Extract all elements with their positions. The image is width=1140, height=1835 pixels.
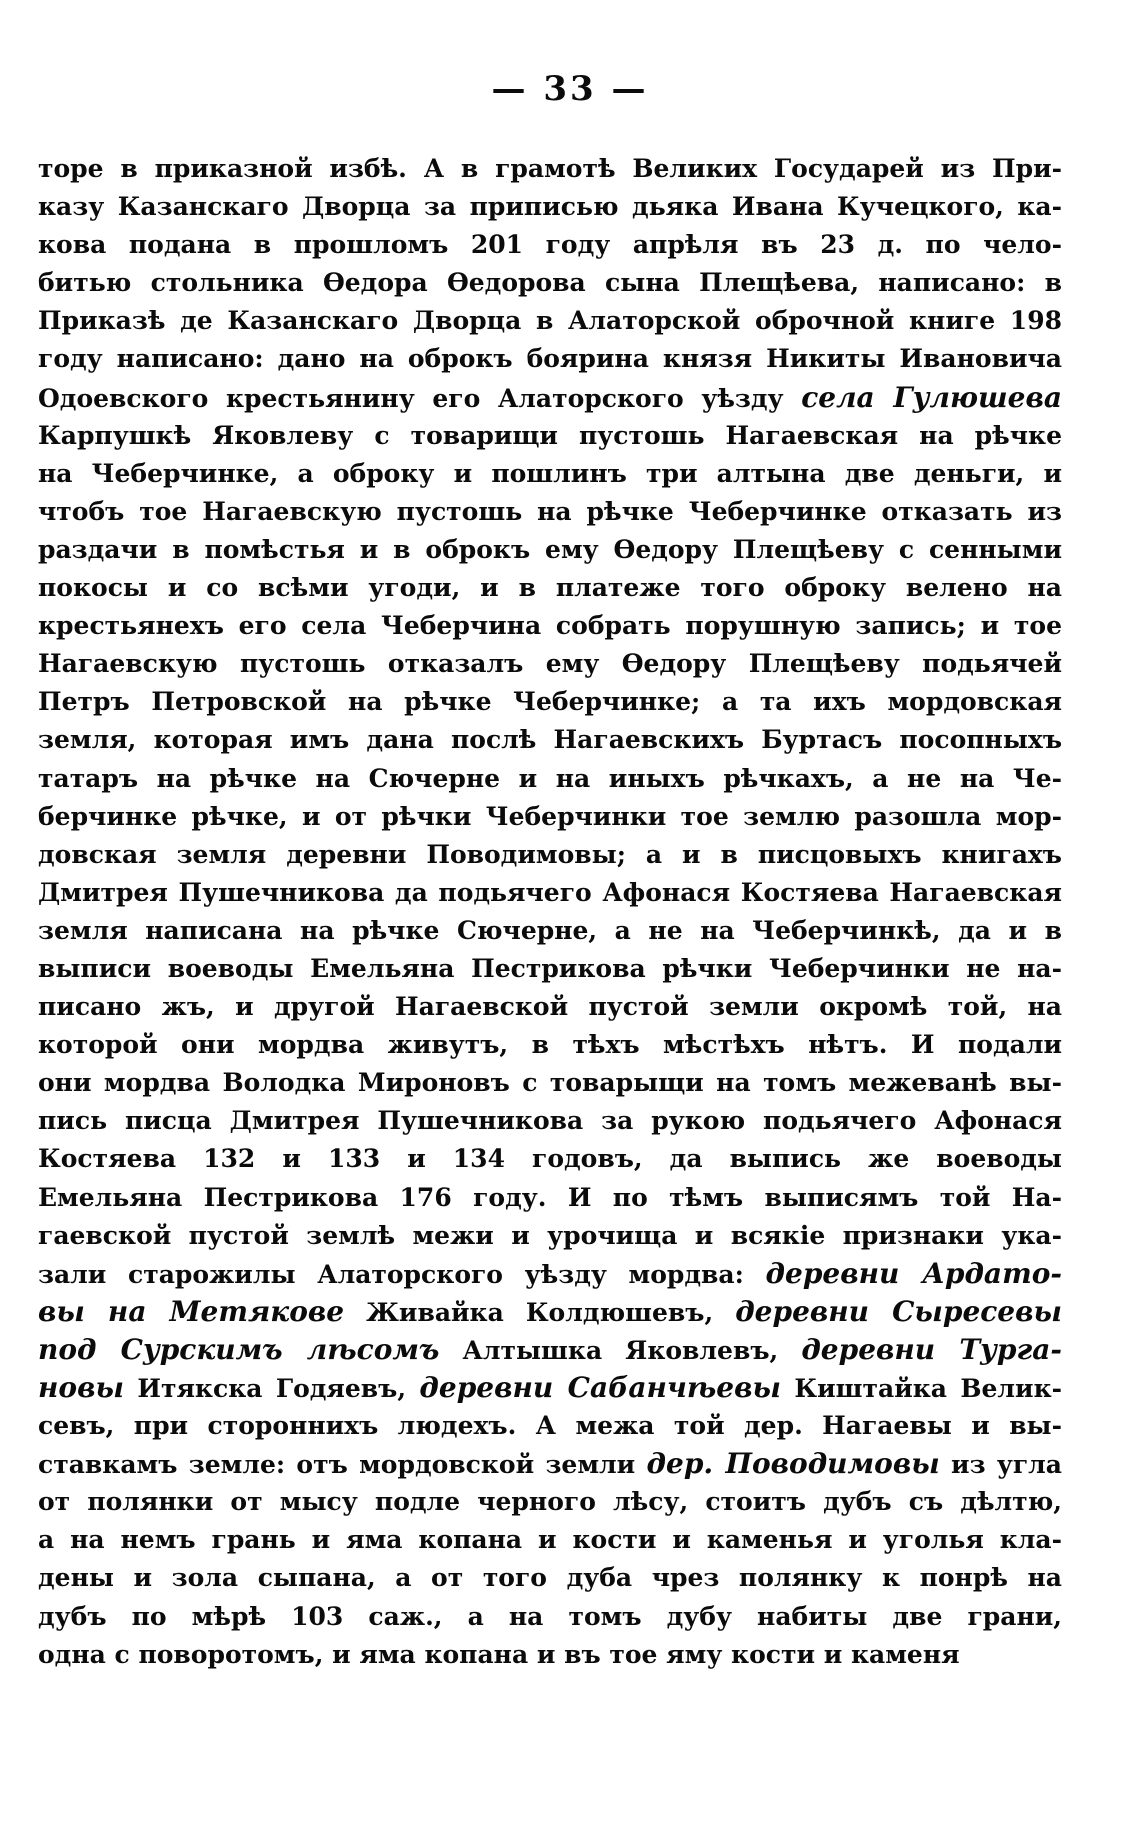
text-line xyxy=(38,1179,1062,1217)
text-line xyxy=(38,1598,1062,1636)
text-segment: Емельяна Пестрикова 176 году. И по тѣмъ выписямъ той На- xyxy=(38,1182,1062,1212)
text-segment: берчинке рѣчке, и от рѣчки Чеберчинки тое землю разошла мор- xyxy=(38,801,1062,831)
text-line xyxy=(38,1026,1062,1064)
text-line xyxy=(38,1369,1062,1407)
text-segment: Дмитрея Пушечникова да подьячего Афонася Костяева Нагаевская xyxy=(38,877,1062,907)
text-segment: битью стольника Ѳедора Ѳедорова сына Плещѣева, написано: в xyxy=(38,268,1062,298)
text-segment: земля написана на рѣчке Сючерне, а не на Чеберчинкѣ, да и в xyxy=(38,915,1062,945)
text-line xyxy=(38,150,1062,188)
text-segment: году написано: дано на оброкъ боярина князя Никиты Ивановича xyxy=(38,344,1062,374)
text-segment: казу Казанскаго Дворца за приписью дьяка Ивана Кучецкого, ка- xyxy=(38,192,1062,222)
italic-text-segment: деревни Ардато- xyxy=(765,1256,1062,1290)
text-line xyxy=(38,988,1062,1026)
text-segment: гаевской пустой землѣ межи и урочища и всякіе признаки ука- xyxy=(38,1220,1062,1250)
text-line xyxy=(38,1217,1062,1255)
text-line xyxy=(38,302,1062,340)
text-segment: торе в приказной избѣ. А в грамотѣ Великих Государей из При- xyxy=(38,154,1062,183)
text-segment: кова подана в прошломъ 201 году апрѣля въ 23 д. по чело- xyxy=(38,230,1062,260)
text-line xyxy=(38,1636,1062,1674)
text-segment: севъ, при стороннихъ людехъ. А межа той дер. Нагаевы и вы- xyxy=(38,1411,1062,1441)
text-segment: Петръ Петровской на рѣчке Чеберчинке; а та ихъ мордовская xyxy=(38,687,1062,717)
text-line xyxy=(38,912,1062,950)
text-segment: ставкамъ земле: отъ мордовской земли xyxy=(38,1450,647,1480)
text-segment: Карпушкѣ Яковлеву с товарищи пустошь Нагаевская на рѣчке xyxy=(38,420,1062,450)
text-line xyxy=(38,683,1062,721)
text-line xyxy=(38,226,1062,264)
page-number: — 33 — xyxy=(491,69,649,109)
text-line xyxy=(38,1559,1062,1597)
italic-text-segment: под Сурскимъ лѣсомъ xyxy=(38,1332,440,1366)
text-segment: Костяева 132 и 133 и 134 годовъ, да выпись же воеводы xyxy=(38,1144,1062,1174)
text-segment: писано жъ, и другой Нагаевской пустой земли окромѣ той, на xyxy=(38,992,1062,1022)
text-line xyxy=(38,645,1062,683)
text-line xyxy=(38,569,1062,607)
text-line xyxy=(38,1407,1062,1445)
italic-text-segment: деревни Турга- xyxy=(801,1332,1062,1366)
text-line xyxy=(38,1521,1062,1559)
text-segment: земля, которая имъ дана послѣ Нагаевскихъ Буртасъ посопныхъ xyxy=(38,725,1062,755)
text-line xyxy=(38,1102,1062,1140)
italic-text-segment: деревни Сабанчѣевы xyxy=(419,1371,781,1404)
body-text xyxy=(38,150,1062,1674)
text-segment: пись писца Дмитрея Пушечникова за рукою подьячего Афонася xyxy=(38,1106,1062,1136)
text-line xyxy=(38,340,1062,378)
text-segment: раздачи в помѣстья и в оброкъ ему Ѳедору Плещѣеву с сенными xyxy=(38,534,1062,564)
text-line xyxy=(38,493,1062,531)
text-segment: на Чеберчинке, а оброку и пошлинъ три алтына две деньги, и xyxy=(38,458,1062,488)
text-segment: из угла xyxy=(939,1450,1062,1480)
text-segment: дены и зола сыпана, а от того дуба чрез полянку к понрѣ на xyxy=(38,1563,1062,1593)
text-line xyxy=(38,188,1062,226)
text-segment: которой они мордва живутъ, в тѣхъ мѣстѣхъ нѣтъ. И подали xyxy=(38,1030,1062,1060)
text-line xyxy=(38,1331,1062,1369)
text-segment: Одоевского крестьянину его Алаторского уѣзду xyxy=(38,383,802,413)
text-line xyxy=(38,874,1062,912)
text-line xyxy=(38,950,1062,988)
text-segment: выписи воеводы Емельяна Пестрикова рѣчки Чеберчинки не на- xyxy=(38,953,1062,983)
text-line xyxy=(38,1293,1062,1331)
text-segment: довская земля деревни Поводимовы; а и в писцовыхъ книгахъ xyxy=(38,839,1062,869)
text-line xyxy=(38,760,1062,798)
text-segment: Живайка Колдюшевъ, xyxy=(344,1297,736,1327)
text-segment: Алтышка Яковлевъ, xyxy=(439,1335,802,1365)
text-segment: Итякска Годяевъ, xyxy=(123,1374,420,1403)
text-segment: Киштайка Велик- xyxy=(780,1374,1062,1403)
text-segment: от полянки от мысу подле черного лѣсу, стоитъ дубъ съ дѣлтю, xyxy=(38,1487,1062,1517)
text-segment: они мордва Володка Мироновъ с товарыщи на томъ межеванѣ вы- xyxy=(38,1068,1062,1098)
italic-text-segment: вы на Метякове xyxy=(38,1294,345,1328)
italic-text-segment: деревни Сыресевы xyxy=(735,1294,1062,1328)
text-segment: одна с поворотомъ, и яма копана и въ тое яму кости и каменя xyxy=(38,1639,960,1669)
text-line xyxy=(38,721,1062,759)
italic-text-segment: новы xyxy=(38,1371,124,1404)
text-line xyxy=(38,264,1062,302)
text-segment: дубъ по мѣрѣ 103 саж., а на томъ дубу набиты две грани, xyxy=(38,1601,1062,1631)
text-line xyxy=(38,417,1062,455)
text-line xyxy=(38,1140,1062,1178)
text-line xyxy=(38,1255,1062,1293)
text-line xyxy=(38,798,1062,836)
text-segment: татаръ на рѣчке на Сючерне и на иныхъ рѣчкахъ, а не на Че- xyxy=(38,763,1062,793)
text-segment: Приказѣ де Казанскаго Дворца в Алаторской оброчной книге 198 xyxy=(38,306,1062,336)
text-segment: Нагаевскую пустошь отказалъ ему Ѳедору Плещѣеву подьячей xyxy=(38,649,1062,679)
text-line xyxy=(38,531,1062,569)
text-line xyxy=(38,607,1062,645)
text-segment: зали старожилы Алаторского уѣзду мордва: xyxy=(38,1259,766,1289)
italic-text-segment: села Гулюшева xyxy=(801,380,1062,414)
text-segment: покосы и со всѣми угоди, и в платеже того оброку велено на xyxy=(38,573,1062,603)
text-line xyxy=(38,1483,1062,1521)
text-segment: а на немъ грань и яма копана и кости и каменья и уголья кла- xyxy=(38,1525,1062,1555)
text-line xyxy=(38,1064,1062,1102)
text-line xyxy=(38,455,1062,493)
text-line xyxy=(38,1445,1062,1483)
text-line xyxy=(38,379,1062,417)
text-segment: чтобъ тое Нагаевскую пустошь на рѣчке Чеберчинке отказать из xyxy=(38,496,1062,526)
italic-text-segment: дер. Поводимовы xyxy=(646,1447,940,1481)
text-segment: крестьянехъ его села Чеберчина собрать порушную запись; и тое xyxy=(38,611,1062,641)
text-line xyxy=(38,836,1062,874)
